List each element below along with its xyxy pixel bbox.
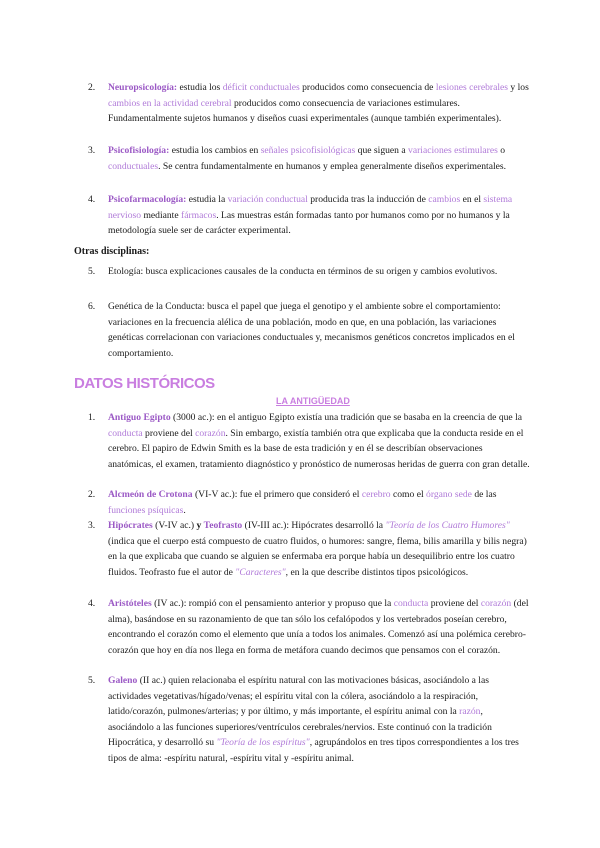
keyword: conductuales xyxy=(108,160,159,172)
keyword: conducta xyxy=(108,427,143,439)
keyword: razón xyxy=(459,706,481,717)
keyword: sistema nervioso xyxy=(108,194,513,221)
text: de las xyxy=(471,489,497,500)
keyword: corazón xyxy=(480,598,512,609)
keyword: déficit conductuales xyxy=(222,82,300,93)
keyword: "Teoría de los espíritus" xyxy=(216,737,310,748)
keyword: variación conductual xyxy=(227,194,308,205)
text: y xyxy=(196,520,202,531)
list-item-psicofisiologia xyxy=(88,143,530,174)
keyword: corazón xyxy=(195,427,226,439)
list-item-aristoteles xyxy=(88,596,530,658)
text: (3000 ac.): en el antiguo Egipto existía una tradición que se basaba en la creencia de que la xyxy=(170,412,523,423)
text: . xyxy=(183,504,186,516)
item-number: 5. xyxy=(88,266,96,277)
item-number: 3. xyxy=(88,520,96,531)
term-title: Psicofarmacología: xyxy=(108,194,187,205)
keyword: funciones psíquicas xyxy=(108,504,184,516)
item-number: 3. xyxy=(88,145,96,156)
text: que siguen a xyxy=(355,145,409,156)
keyword: "Teoría de los Cuatro Humores" xyxy=(385,520,510,531)
text: como el xyxy=(390,489,427,500)
term-title: Psicofisiología: xyxy=(108,145,170,156)
keyword: órgano sede xyxy=(426,489,472,500)
text: proviene del xyxy=(142,427,196,439)
text: . Sin embargo, existía también otra que explicaba que la conducta reside en el cerebro. El papiro de Edwin Smith es la base de esta tradición y en él se describían observaciones anatómicas, el examen, tratamiento diagnóstico y pronóstico de numerosas heridas de guerra con gran detalle. xyxy=(108,427,530,470)
keyword: fármacos xyxy=(181,209,217,221)
term-title: Teofrasto xyxy=(203,520,243,531)
text: (indica que el cuerpo está compuesto de cuatro fluidos, o humores: sangre, flema, bilis amarilla y bilis negra) en la que explicaba que cuando se alguien se enfermaba era porque había un desequilibrio entre los cuatro fluidos. Teofrasto fue el autor de xyxy=(108,535,527,578)
text: estudia la xyxy=(186,194,228,205)
list-item-psicofarmacologia xyxy=(88,192,530,239)
text: . Las muestras están formadas tanto por humanos como por no humanos y la metodología suele ser de carácter experimental. xyxy=(108,209,510,236)
term-title: Galeno xyxy=(108,675,138,686)
list-item-alcmeon xyxy=(88,487,530,518)
list-item-hipocrates xyxy=(88,518,530,580)
list-item-galeno xyxy=(88,673,530,766)
keyword: conducta xyxy=(393,598,429,609)
item-number: 2. xyxy=(88,82,96,93)
keyword: cambios en la actividad cerebral xyxy=(108,97,232,109)
item-number: 6. xyxy=(88,301,96,312)
list-item-genetica xyxy=(88,299,530,361)
text: producida tras la inducción de xyxy=(307,194,429,205)
text: proviene del xyxy=(428,598,481,609)
list-item-egipto xyxy=(88,410,530,472)
text: producidos como consecuencia de variaciones estimulares. Fundamentalmente sujetos humanos y diseños cuasi experimentales (aunque también experimentales). xyxy=(108,97,502,124)
text: estudia los cambios en xyxy=(169,145,261,156)
keyword: cerebro xyxy=(361,489,391,500)
term-title: Aristóteles xyxy=(108,598,152,609)
text: , asociándolo a las funciones superiores/ventrículos cerebrales/nervios. Este continuó con la tradición Hipocrática, y desarrolló su xyxy=(108,706,492,748)
text: Etología: busca explicaciones causales de la conducta en términos de su origen y cambios evolutivos. xyxy=(108,266,498,277)
text: (V-IV ac.) xyxy=(152,520,197,531)
term-title: Antiguo Egipto xyxy=(108,412,171,423)
text: (II ac.) quien relacionaba el espíritu natural con las motivaciones básicas, asociándolo a las actividades vegetativas/hígado/venas; el espíritu vital con la cólera, asociándolo a la respiración, latido/corazón, pulmones/arterias; y por último, y más importante, el espíritu animal con la xyxy=(108,675,489,717)
text: . Se centra fundamentalmente en humanos y emplea generalmente diseños experimentales. xyxy=(158,160,507,172)
term-title: Hipócrates xyxy=(108,520,153,531)
text: estudia los xyxy=(177,82,223,93)
text: producidos como consecuencia de xyxy=(299,82,436,93)
text: (IV ac.): rompió con el pensamiento anterior y propuso que la xyxy=(151,598,394,609)
keyword: variaciones estimulares xyxy=(408,145,498,156)
keyword: "Caracteres" xyxy=(235,566,286,578)
list-item-neuropsicologia xyxy=(88,80,530,127)
keyword: lesiones cerebrales xyxy=(435,82,509,93)
text: , en la que describe distintos tipos psicológicos. xyxy=(285,566,469,578)
text: o xyxy=(497,145,506,156)
text: Genética de la Conducta: busca el papel que juega el genotipo y el ambiente sobre el comportamiento: variaciones en la frecuencia alélica de una población, modo en que, en una población, las variaciones genéticas correlacionan con variaciones conductuales y, mecanismos genéticos concretos implicados en el comportamiento. xyxy=(108,301,515,359)
text: (IV-III ac.): Hipócrates desarrolló la xyxy=(242,520,386,531)
text: (del alma), basándose en su razonamiento de que tan sólo los cefalópodos y los vertebrados poseían cerebro, encontrando el corazón como el elemento que unía a todos los animales. Comenzó así una polémica cerebro-corazón que hoy en día nos llega en forma de metáfora cuando decimos que pensamos con el corazón. xyxy=(108,598,529,656)
text: en el xyxy=(460,194,484,205)
item-number: 5. xyxy=(88,675,96,686)
item-number: 1. xyxy=(88,412,96,423)
text: y los xyxy=(508,82,529,93)
term-title: Neuropsicología: xyxy=(108,82,178,93)
item-number: 4. xyxy=(88,598,96,609)
term-title: Alcmeón de Crotona xyxy=(108,489,193,500)
text: (VI-V ac.): fue el primero que consideró el xyxy=(192,489,362,500)
item-number: 4. xyxy=(88,194,96,205)
text: , agrupándolos en tres tipos correspondientes a los tres tipos de alma: -espíritu natural, -espíritu vital y -espíritu animal. xyxy=(108,737,519,764)
keyword: señales psicofisiológicas xyxy=(260,145,356,156)
keyword: cambios xyxy=(428,194,461,205)
text: mediante xyxy=(141,209,182,221)
subheading-antiguedad: LA ANTIGÜEDAD xyxy=(276,396,350,406)
section-heading-otras-disciplinas: Otras disciplinas: xyxy=(74,246,150,257)
list-item-etologia xyxy=(88,264,530,280)
section-heading-datos-historicos: DATOS HISTÓRICOS xyxy=(74,375,215,392)
item-number: 2. xyxy=(88,489,96,500)
